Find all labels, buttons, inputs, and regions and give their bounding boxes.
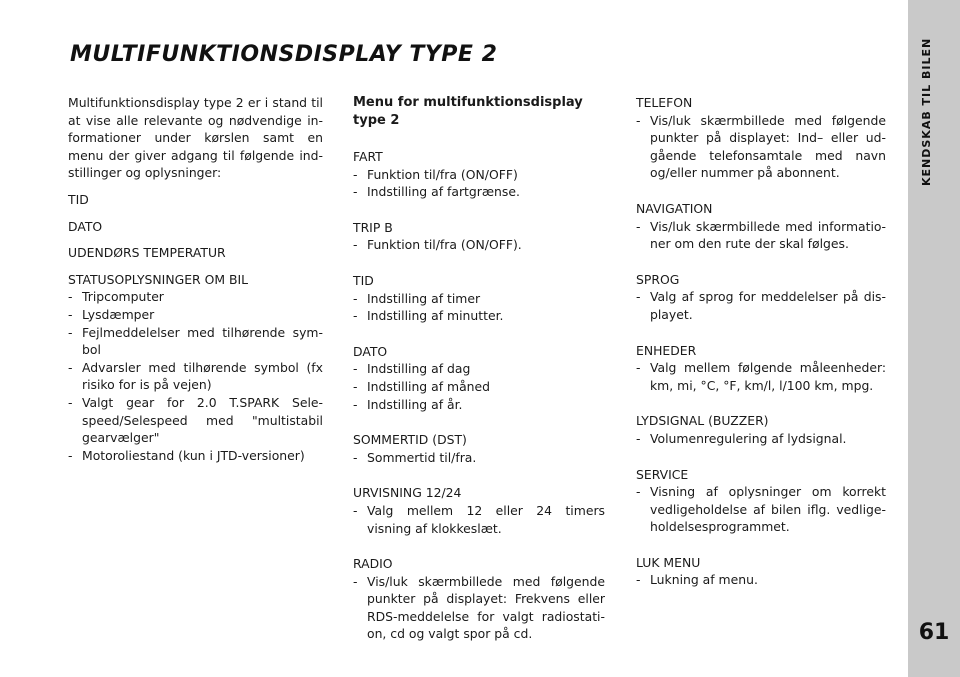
section-heading: TID (353, 272, 374, 288)
list-item: - Valgt gear for 2.0 T.SPARK Selespeed/Selespeed med "multistabil gearvælger" (68, 394, 323, 447)
menu-section (636, 94, 886, 182)
menu-section (636, 554, 886, 589)
section-label: KENDSKAB TIL BILEN (920, 38, 933, 187)
page-number: 61 (918, 620, 950, 645)
list-item: - Volumenregulering af lydsignal. (636, 430, 886, 448)
section-heading: DATO (353, 343, 388, 359)
column-3 (636, 94, 886, 607)
menu-section (636, 412, 886, 447)
list-item: - Tripcomputer (68, 288, 323, 306)
status-heading: STATUSOPLYSNINGER OM BIL (68, 271, 249, 287)
item-tid: TID (68, 191, 89, 207)
intro-paragraph: Multifunktionsdisplay type 2 er i stand til at vise alle relevante og nødvendige informationer under kørslen samt en menu der giver adgang til følgende indstillinger og oplysninger: (68, 95, 323, 181)
menu-section (353, 343, 605, 413)
list-item: - Indstilling af dag (353, 360, 605, 378)
section-heading: NAVIGATION (636, 200, 713, 216)
list-item: - Indstilling af år. (353, 396, 605, 414)
menu-section (353, 555, 605, 643)
list-item: - Funktion til/fra (ON/OFF) (353, 166, 605, 184)
list-item: - Lysdæmper (68, 306, 323, 324)
list-item: - Indstilling af timer (353, 290, 605, 308)
menu-section (636, 200, 886, 253)
menu-subtitle: Menu for multifunktionsdisplay type 2 (353, 95, 583, 128)
menu-section (636, 342, 886, 395)
list-item: - Lukning af menu. (636, 571, 886, 589)
menu-section (353, 431, 605, 466)
section-heading: SOMMERTID (DST) (353, 432, 467, 448)
list-item: - Vis/luk skærmbillede med følgende punkter på displayet: Ind– eller udgående telefonsamtale med navn og/eller nummer på abonnent. (636, 112, 886, 182)
list-item: - Visning af oplysninger om korrekt vedligeholdelse af bilen iflg. vedligeholdelsesprogrammet. (636, 483, 886, 536)
status-list (68, 288, 323, 464)
list-item: - Sommertid til/fra. (353, 449, 605, 467)
menu-section (636, 466, 886, 536)
column-1 (68, 94, 323, 464)
column-2 (353, 94, 605, 661)
page-title: MULTIFUNKTIONSDISPLAY TYPE 2 (70, 42, 498, 67)
list-item: - Motoroliestand (kun i JTD-versioner) (68, 447, 323, 465)
section-heading: LYDSIGNAL (BUZZER) (636, 413, 769, 429)
item-temperature: UDENDØRS TEMPERATUR (68, 245, 226, 261)
section-heading: TELEFON (636, 95, 693, 110)
list-item: - Advarsler med tilhørende symbol (fx risiko for is på vejen) (68, 359, 323, 394)
list-item: - Vis/luk skærmbillede med informationer om den rute der skal følges. (636, 218, 886, 253)
list-item: - Valg mellem 12 eller 24 timers visning af klokkeslæt. (353, 502, 605, 537)
section-heading: RADIO (353, 556, 393, 572)
menu-section (636, 271, 886, 324)
list-item: - Fejlmeddelelser med tilhørende symbol (68, 324, 323, 359)
section-heading: TRIP B (353, 219, 393, 235)
section-heading: ENHEDER (636, 342, 697, 358)
section-heading: SPROG (636, 271, 680, 287)
list-item: - Indstilling af fartgrænse. (353, 183, 605, 201)
list-item: - Indstilling af måned (353, 378, 605, 396)
section-heading: FART (353, 149, 383, 164)
menu-section (353, 484, 605, 537)
menu-section (353, 272, 605, 325)
section-heading: SERVICE (636, 466, 689, 482)
list-item: - Valg af sprog for meddelelser på displayet. (636, 288, 886, 323)
menu-section (353, 219, 605, 254)
section-heading: URVISNING 12/24 (353, 485, 462, 501)
section-heading: LUK MENU (636, 554, 701, 570)
menu-section (353, 148, 605, 201)
list-item: - Vis/luk skærmbillede med følgende punkter på displayet: Frekvens eller RDS-meddelelse for valgt radiostation, cd og valgt spor på cd. (353, 573, 605, 643)
list-item: - Funktion til/fra (ON/OFF). (353, 236, 605, 254)
item-dato: DATO (68, 218, 103, 234)
list-item: - Indstilling af minutter. (353, 307, 605, 325)
list-item: - Valg mellem følgende måleenheder: km, mi, °C, °F, km/l, l/100 km, mpg. (636, 359, 886, 394)
